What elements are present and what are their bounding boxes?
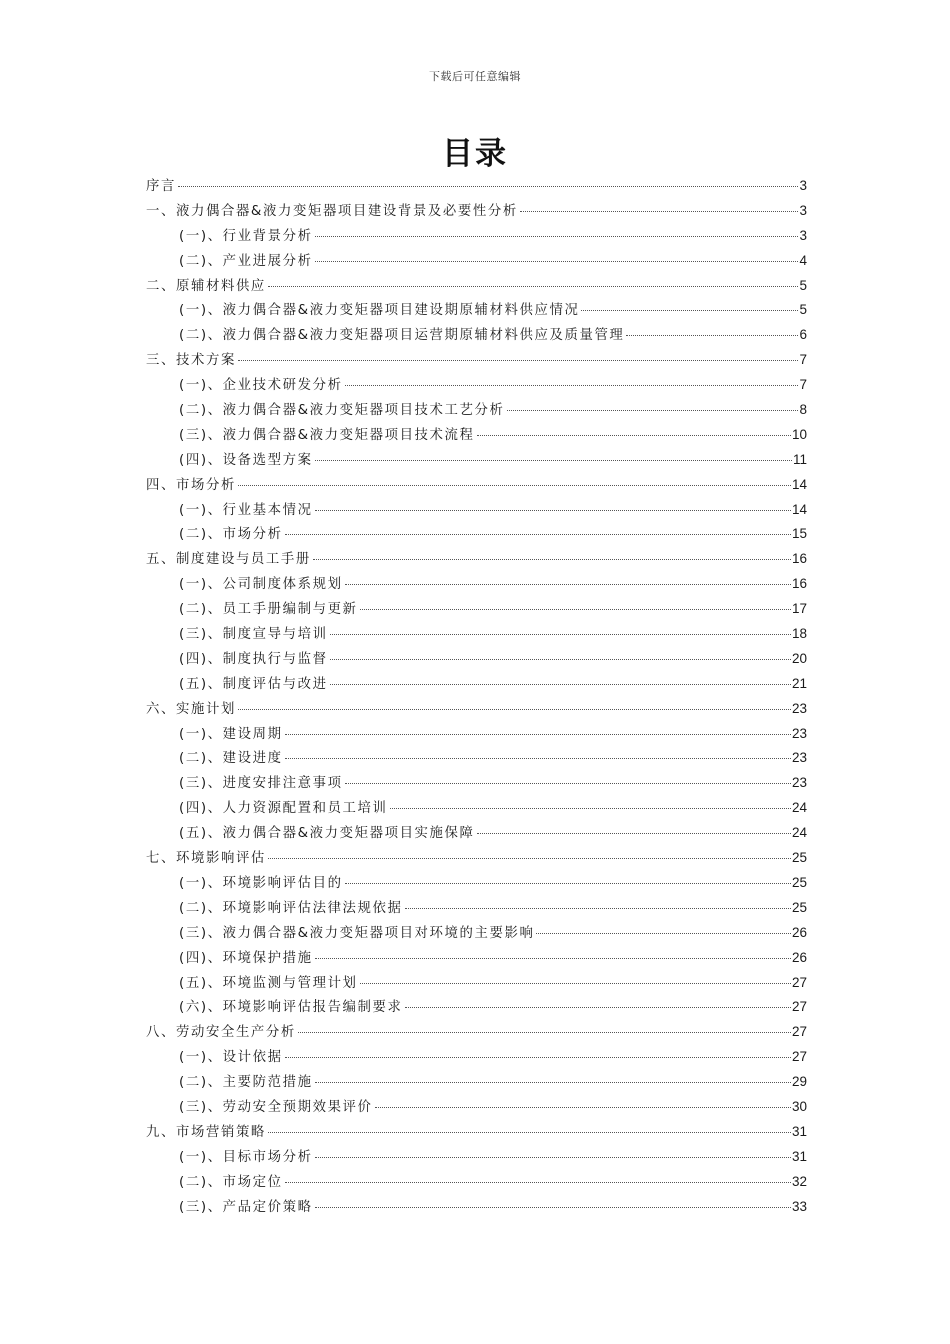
toc-section-entry[interactable] bbox=[146, 573, 807, 598]
toc-section-entry[interactable] bbox=[146, 1171, 807, 1196]
toc-page-number: 3 bbox=[799, 227, 807, 243]
toc-entry-title: (一)、环境影响评估目的 bbox=[179, 875, 343, 891]
toc-dot-leader bbox=[536, 933, 790, 934]
toc-dot-leader bbox=[626, 335, 798, 336]
toc-entry-title: (二)、建设进度 bbox=[179, 751, 283, 767]
toc-entry-title: 七、环境影响评估 bbox=[146, 851, 266, 867]
toc-dot-leader bbox=[315, 1207, 791, 1208]
toc-page-number: 6 bbox=[799, 327, 807, 343]
toc-page-number: 23 bbox=[791, 750, 807, 766]
toc-page-number: 14 bbox=[791, 501, 807, 517]
toc-dot-leader bbox=[313, 559, 791, 560]
toc-page-number: 27 bbox=[791, 999, 807, 1015]
toc-dot-leader bbox=[360, 983, 791, 984]
toc-page-number: 26 bbox=[791, 949, 807, 965]
toc-section-entry[interactable] bbox=[146, 747, 807, 772]
toc-page-number: 31 bbox=[791, 1123, 807, 1139]
toc-page-number: 30 bbox=[791, 1098, 807, 1114]
toc-section-entry[interactable] bbox=[146, 897, 807, 922]
toc-chapter-entry[interactable] bbox=[146, 1121, 807, 1146]
toc-page-number: 23 bbox=[791, 700, 807, 716]
toc-entry-title: (二)、市场定位 bbox=[179, 1174, 283, 1190]
toc-page-number: 3 bbox=[799, 178, 807, 193]
toc-dot-leader bbox=[268, 1132, 791, 1133]
toc-entry-title: (三)、进度安排注意事项 bbox=[179, 776, 343, 792]
toc-page-number: 25 bbox=[791, 899, 807, 915]
toc-dot-leader bbox=[507, 410, 799, 411]
toc-entry-title: (二)、市场分析 bbox=[179, 527, 283, 543]
toc-entry-title: (四)、人力资源配置和员工培训 bbox=[179, 801, 388, 817]
toc-page-number: 25 bbox=[791, 874, 807, 890]
toc-entry-title: (四)、制度执行与监督 bbox=[179, 651, 328, 667]
toc-section-entry[interactable] bbox=[146, 1096, 807, 1121]
toc-entry-title: 五、制度建设与员工手册 bbox=[146, 552, 311, 568]
toc-page-number: 5 bbox=[799, 302, 807, 318]
toc-chapter-entry[interactable] bbox=[146, 698, 807, 723]
toc-entry-title: (一)、液力偶合器&液力变矩器项目建设期原辅材料供应情况 bbox=[179, 303, 580, 319]
toc-entry-title: 二、原辅材料供应 bbox=[146, 278, 266, 294]
toc-entry-title: (二)、产业进展分析 bbox=[179, 253, 313, 269]
toc-page-number: 33 bbox=[791, 1198, 807, 1214]
toc-entry-title: 九、市场营销策略 bbox=[146, 1124, 266, 1140]
toc-section-entry[interactable] bbox=[146, 449, 807, 474]
toc-page-number: 7 bbox=[799, 377, 807, 393]
toc-section-entry[interactable] bbox=[146, 648, 807, 673]
toc-page-number: 20 bbox=[791, 650, 807, 666]
toc-section-entry[interactable] bbox=[146, 1071, 807, 1096]
toc-section-entry[interactable] bbox=[146, 1046, 807, 1071]
toc-entry-title: (一)、目标市场分析 bbox=[179, 1149, 313, 1165]
toc-entry-title: (五)、液力偶合器&液力变矩器项目实施保障 bbox=[179, 826, 475, 842]
toc-dot-leader bbox=[178, 186, 799, 187]
toc-page-number: 18 bbox=[791, 626, 807, 642]
toc-chapter-entry[interactable] bbox=[146, 548, 807, 573]
toc-entry-title: (二)、主要防范措施 bbox=[179, 1075, 313, 1091]
toc-entry-title: (二)、员工手册编制与更新 bbox=[179, 602, 358, 618]
toc-section-entry[interactable] bbox=[146, 922, 807, 947]
toc-entry-title: (一)、建设周期 bbox=[179, 726, 283, 742]
toc-dot-leader bbox=[285, 1057, 791, 1058]
toc-entry-title: 一、液力偶合器&液力变矩器项目建设背景及必要性分析 bbox=[146, 203, 518, 219]
toc-section-entry[interactable] bbox=[146, 374, 807, 399]
toc-dot-leader bbox=[345, 385, 799, 386]
toc-chapter-entry[interactable] bbox=[146, 474, 807, 499]
toc-dot-leader bbox=[268, 858, 791, 859]
toc-dot-leader bbox=[238, 709, 791, 710]
toc-dot-leader bbox=[238, 360, 799, 361]
toc-page-number: 16 bbox=[791, 551, 807, 567]
toc-section-entry[interactable] bbox=[146, 772, 807, 797]
toc-entry-title: (四)、环境保护措施 bbox=[179, 950, 313, 966]
toc-section-entry[interactable] bbox=[146, 996, 807, 1021]
toc-section-entry[interactable] bbox=[146, 324, 807, 349]
toc-page-number: 4 bbox=[799, 252, 807, 268]
toc-section-entry[interactable] bbox=[146, 225, 807, 250]
toc-entry-title: 四、市场分析 bbox=[146, 477, 236, 493]
toc-chapter-entry[interactable] bbox=[146, 275, 807, 300]
toc-page-number: 23 bbox=[791, 775, 807, 791]
toc-page-number: 24 bbox=[791, 825, 807, 841]
toc-dot-leader bbox=[405, 1007, 791, 1008]
toc-section-entry[interactable] bbox=[146, 499, 807, 524]
toc-entry-title: (二)、液力偶合器&液力变矩器项目技术工艺分析 bbox=[179, 403, 505, 419]
toc-page-number: 32 bbox=[791, 1173, 807, 1189]
toc-section-entry[interactable] bbox=[146, 723, 807, 748]
toc-dot-leader bbox=[285, 758, 791, 759]
toc-entry-title: (三)、制度宣导与培训 bbox=[179, 627, 328, 643]
toc-section-entry[interactable] bbox=[146, 822, 807, 847]
toc-entry-title: (五)、制度评估与改进 bbox=[179, 676, 328, 692]
toc-dot-leader bbox=[477, 435, 791, 436]
toc-section-entry[interactable] bbox=[146, 299, 807, 324]
toc-dot-leader bbox=[390, 808, 791, 809]
toc-entry-title: (一)、行业基本情况 bbox=[179, 502, 313, 518]
toc-dot-leader bbox=[477, 833, 791, 834]
toc-entry-title: (一)、企业技术研发分析 bbox=[179, 378, 343, 394]
toc-section-entry[interactable] bbox=[146, 598, 807, 623]
toc-entry-title: (六)、环境影响评估报告编制要求 bbox=[179, 1000, 403, 1016]
toc-entry-title: 六、实施计划 bbox=[146, 701, 236, 717]
toc-chapter-entry[interactable] bbox=[146, 1021, 807, 1046]
toc-section-entry[interactable] bbox=[146, 399, 807, 424]
toc-dot-leader bbox=[581, 310, 798, 311]
toc-section-entry[interactable] bbox=[146, 250, 807, 275]
toc-page-number: 17 bbox=[791, 601, 807, 617]
toc-chapter-entry[interactable] bbox=[146, 200, 807, 225]
toc-dot-leader bbox=[268, 286, 799, 287]
toc-dot-leader bbox=[345, 883, 791, 884]
toc-dot-leader bbox=[345, 584, 791, 585]
toc-dot-leader bbox=[315, 958, 791, 959]
toc-dot-leader bbox=[330, 634, 791, 635]
toc-section-entry[interactable] bbox=[146, 972, 807, 997]
toc-entry-title: (二)、液力偶合器&液力变矩器项目运营期原辅材料供应及质量管理 bbox=[179, 328, 625, 344]
toc-entry-title: 八、劳动安全生产分析 bbox=[146, 1025, 296, 1041]
toc-dot-leader bbox=[315, 236, 799, 237]
toc-title: 目录 bbox=[442, 136, 508, 172]
toc-page-number: 27 bbox=[791, 1049, 807, 1065]
toc-entry-title: (五)、环境监测与管理计划 bbox=[179, 975, 358, 991]
toc-entry-title: 三、技术方案 bbox=[146, 353, 236, 369]
toc-dot-leader bbox=[315, 1157, 791, 1158]
toc-page-number: 14 bbox=[791, 476, 807, 492]
toc-page-number: 8 bbox=[799, 402, 807, 418]
toc-page-number: 31 bbox=[791, 1148, 807, 1164]
toc-dot-leader bbox=[285, 734, 791, 735]
toc-page-number: 21 bbox=[791, 675, 807, 691]
toc-page-number: 7 bbox=[799, 352, 807, 368]
toc-dot-leader bbox=[330, 684, 791, 685]
toc-entry-title: (三)、产品定价策略 bbox=[179, 1199, 313, 1215]
toc-page-number: 16 bbox=[791, 576, 807, 592]
toc-section-entry[interactable] bbox=[146, 523, 807, 548]
toc-page-number: 29 bbox=[791, 1074, 807, 1090]
toc-entry-title: (一)、公司制度体系规划 bbox=[179, 577, 343, 593]
toc-entry-title: (三)、劳动安全预期效果评价 bbox=[179, 1099, 373, 1115]
toc-dot-leader bbox=[345, 783, 791, 784]
toc-dot-leader bbox=[315, 1082, 791, 1083]
toc-entry-title: (三)、液力偶合器&液力变矩器项目对环境的主要影响 bbox=[179, 925, 535, 941]
toc-section-entry[interactable] bbox=[146, 623, 807, 648]
toc-dot-leader bbox=[285, 1182, 791, 1183]
header-note: 下载后可任意编辑 bbox=[429, 70, 521, 83]
toc-dot-leader bbox=[315, 510, 791, 511]
toc-page-number: 23 bbox=[791, 725, 807, 741]
toc-dot-leader bbox=[375, 1107, 791, 1108]
toc-dot-leader bbox=[315, 460, 792, 461]
toc-page-number: 26 bbox=[791, 924, 807, 940]
toc-entry-title: (二)、环境影响评估法律法规依据 bbox=[179, 900, 403, 916]
toc-page-number: 25 bbox=[791, 850, 807, 866]
toc-section-entry[interactable] bbox=[146, 1196, 807, 1221]
toc-page-number: 27 bbox=[791, 974, 807, 990]
toc-dot-leader bbox=[360, 609, 791, 610]
toc-dot-leader bbox=[315, 261, 799, 262]
toc-section-entry[interactable] bbox=[146, 872, 807, 897]
toc-dot-leader bbox=[298, 1032, 791, 1033]
toc-chapter-entry[interactable] bbox=[146, 847, 807, 872]
toc-page-number: 10 bbox=[791, 426, 807, 442]
toc-page-number: 5 bbox=[799, 277, 807, 293]
toc-entry-title: (一)、行业背景分析 bbox=[179, 228, 313, 244]
toc-section-entry[interactable] bbox=[146, 1146, 807, 1171]
toc-entry-title: (一)、设计依据 bbox=[179, 1050, 283, 1066]
toc-list bbox=[146, 175, 807, 1220]
toc-page-number: 15 bbox=[791, 526, 807, 542]
toc-entry-title: (三)、液力偶合器&液力变矩器项目技术流程 bbox=[179, 427, 475, 443]
toc-section-entry[interactable] bbox=[146, 947, 807, 972]
toc-chapter-entry[interactable] bbox=[146, 175, 807, 200]
toc-chapter-entry[interactable] bbox=[146, 349, 807, 374]
toc-section-entry[interactable] bbox=[146, 797, 807, 822]
toc-dot-leader bbox=[238, 485, 791, 486]
toc-dot-leader bbox=[405, 908, 791, 909]
toc-section-entry[interactable] bbox=[146, 424, 807, 449]
toc-dot-leader bbox=[520, 211, 799, 212]
toc-entry-title: (四)、设备选型方案 bbox=[179, 452, 313, 468]
toc-dot-leader bbox=[330, 659, 791, 660]
toc-page-number: 27 bbox=[791, 1024, 807, 1040]
toc-section-entry[interactable] bbox=[146, 673, 807, 698]
toc-entry-title: 序言 bbox=[146, 179, 176, 194]
toc-dot-leader bbox=[285, 534, 791, 535]
toc-page-number: 3 bbox=[799, 202, 807, 218]
toc-page-number: 24 bbox=[791, 800, 807, 816]
toc-page-number: 11 bbox=[792, 451, 807, 467]
